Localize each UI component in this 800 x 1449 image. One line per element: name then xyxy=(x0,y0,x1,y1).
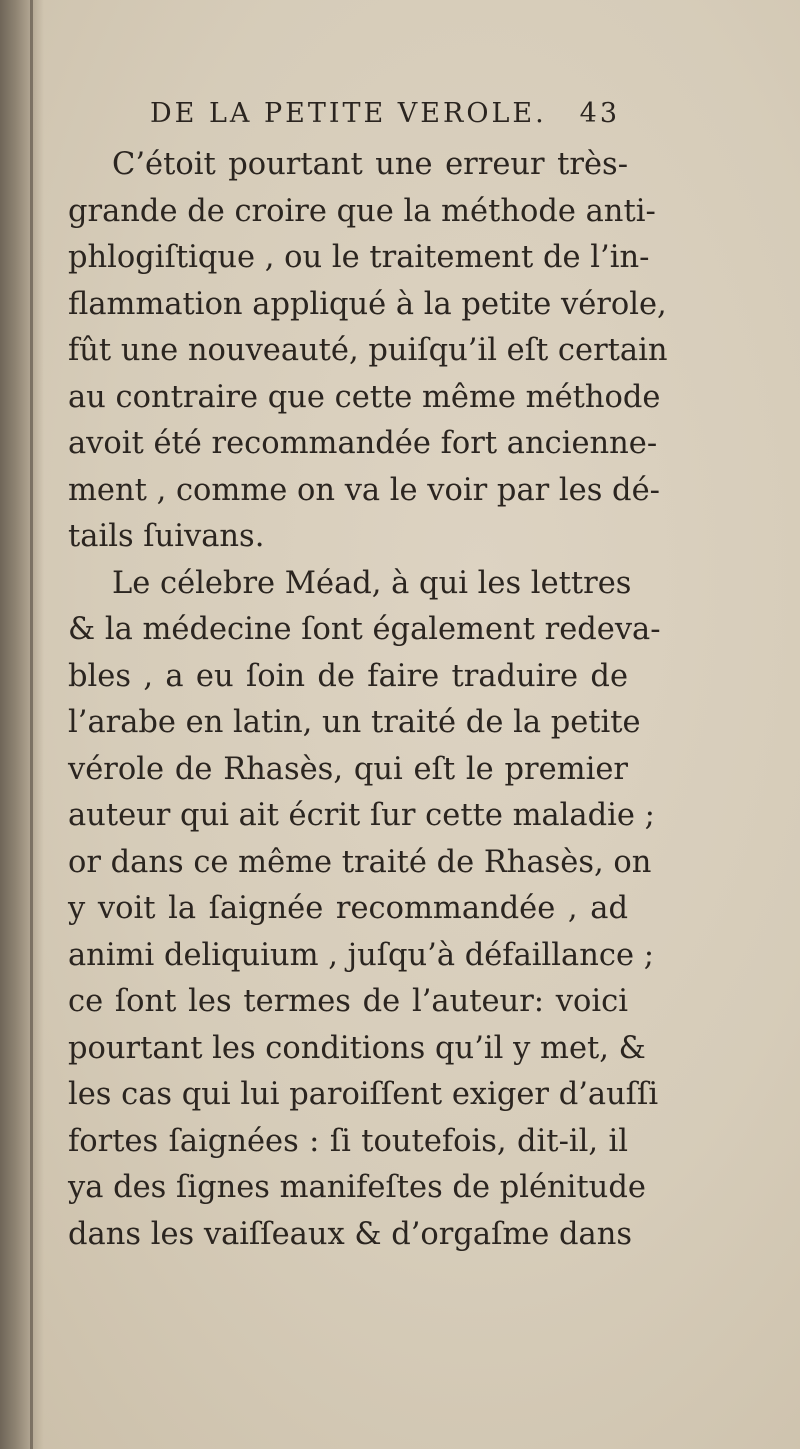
text-line: ce ſont les termes de l’auteur: voici xyxy=(68,984,628,1019)
gutter-fold xyxy=(30,0,33,1449)
text-line: y voit la ſaignée recommandée , ad xyxy=(68,891,628,926)
text-line: bles , a eu ſoin de faire traduire de xyxy=(68,658,628,694)
text-line: dans les vaiſſeaux & d’orgaſme dans xyxy=(68,1216,633,1252)
text-line: grande de croire que la méthode anti- xyxy=(68,193,656,229)
book-gutter xyxy=(0,0,44,1449)
text-line: les cas qui lui paroiſſent exiger d’auſſi xyxy=(68,1077,659,1112)
text-line: phlogiſtique , ou le traitement de l’in- xyxy=(68,240,650,275)
text-line: or dans ce même traité de Rhasès, on xyxy=(68,844,652,880)
paragraph-1 xyxy=(68,142,668,561)
text-line: auteur qui ait écrit ſur cette maladie ; xyxy=(68,798,655,833)
text-line: tails ſuivans. xyxy=(68,519,265,554)
text-line: fortes ſaignées : ſi toutefois, dit-il, il xyxy=(68,1123,628,1159)
text-line: flammation appliqué à la petite vérole, xyxy=(68,286,667,322)
page-number: 43 xyxy=(579,98,620,129)
text-line: & la médecine ſont également redeva- xyxy=(68,612,661,647)
text-line: ment , comme on va le voir par les dé- xyxy=(68,472,660,508)
text-line: l’arabe en latin, un traité de la petite xyxy=(68,705,641,740)
text-line: animi deliquium , juſqu’à défaillance ; xyxy=(68,937,654,973)
body-text xyxy=(68,142,668,1258)
text-line: Le célebre Méad, à qui les lettres xyxy=(112,565,632,601)
text-line: ya des ſignes manifeſtes de plénitude xyxy=(68,1170,646,1205)
text-line: C’étoit pourtant une erreur très- xyxy=(112,147,628,182)
text-line: pourtant les conditions qu’il y met, & xyxy=(68,1030,646,1066)
paragraph-2 xyxy=(68,561,661,1259)
text-line: avoit été recommandée fort ancienne- xyxy=(68,426,658,461)
text-line: fût une nouveauté, puiſqu’il eſt certain xyxy=(68,333,668,368)
page-header xyxy=(150,92,620,142)
text-line: vérole de Rhasès, qui eſt le premier xyxy=(68,751,628,787)
running-title: DE LA PETITE VEROLE. xyxy=(150,98,547,129)
text-line: au contraire que cette même méthode xyxy=(68,379,661,415)
